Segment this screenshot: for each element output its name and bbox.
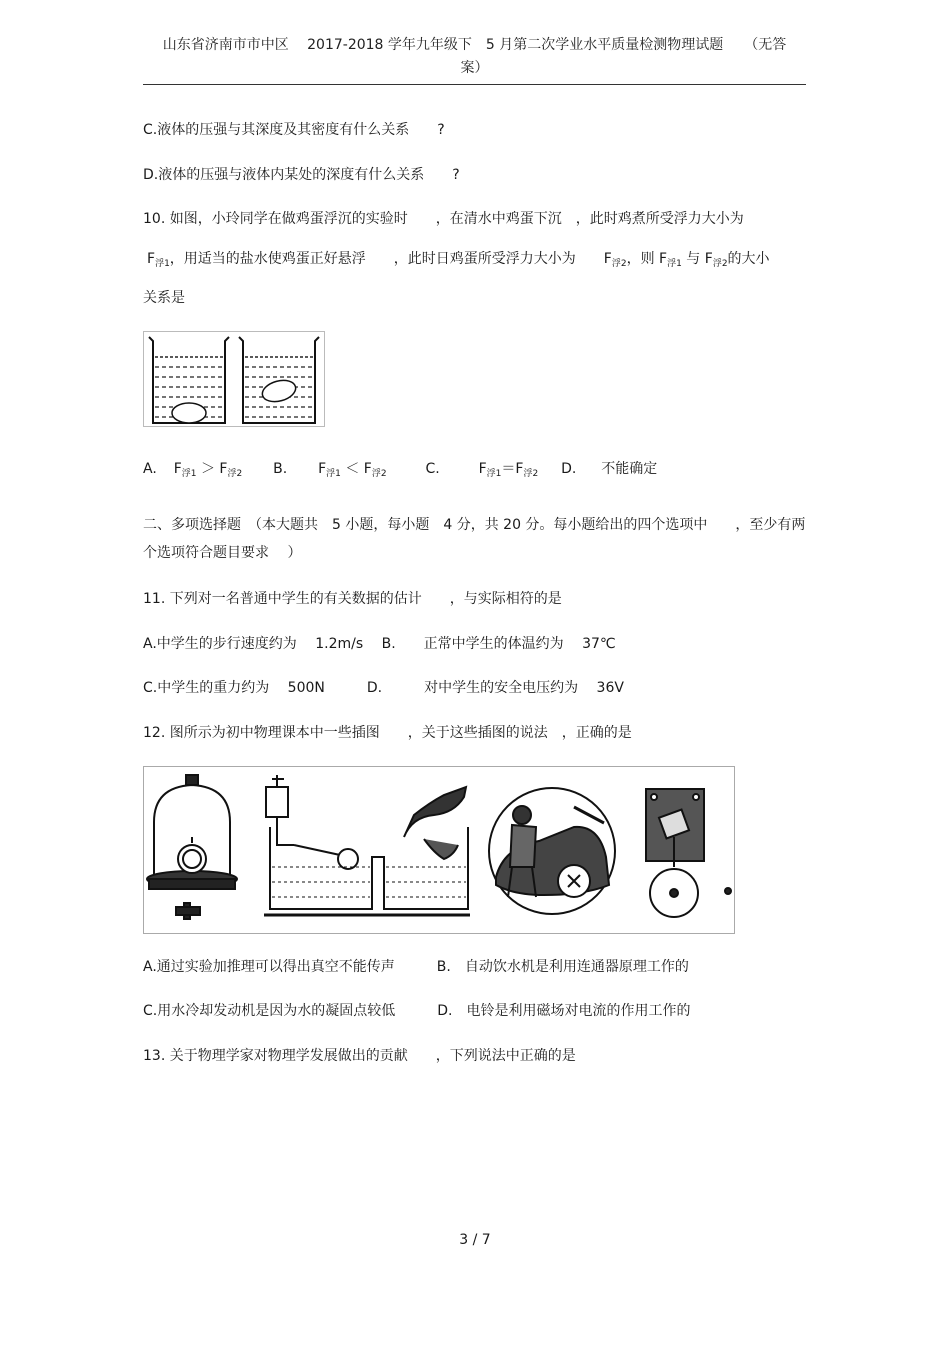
option-c-label: C. (425, 461, 440, 477)
header-title-line1: 山东省济南市市中区 2017-2018 学年九年级下 5 月第二次学业水平质量检测物理试题 （无答 (162, 37, 787, 53)
header-divider (143, 84, 806, 85)
force-subscript-1: 浮1 (667, 259, 682, 269)
force-symbol: F (659, 251, 668, 267)
force-subscript-1: 浮1 (155, 259, 170, 269)
q10-options (143, 459, 657, 481)
force-subscript-1: 浮1 (486, 469, 502, 479)
q12-options-cd: C.用水冷却发动机是因为水的凝固点较低 D. 电铃是利用磁场对电流的作用工作的 (143, 1003, 691, 1019)
force-symbol: F (173, 461, 182, 477)
q12-stem: 12. 图所示为初中物理课本中一些插图 ，关于这些插图的说法 ，正确的是 (143, 725, 632, 741)
force-symbol: F (704, 251, 713, 267)
page-number: 3 / 7 (459, 1232, 491, 1248)
force-subscript-1: 浮1 (326, 469, 341, 479)
q10-stem-text: 与 (686, 251, 701, 267)
car-engine-illustration (489, 788, 615, 914)
option-d-text: 不能确定 (601, 461, 658, 477)
force-subscript-2: 浮2 (611, 259, 627, 269)
drinking-trough-illustration (264, 775, 470, 915)
section-2-heading: 二、多项选择题 （本大题共 5 小题，每小题 4 分，共 20 分。每小题给出的四个选项中 ，至少有两个选项符合题目要求 ） (143, 517, 806, 561)
q11-options-cd: C.中学生的重力约为 500N D. 对中学生的安全电压约为 36V (143, 680, 624, 696)
option-d-label: D. (561, 461, 577, 477)
force-subscript-2: 浮2 (227, 469, 243, 479)
q10-stem-text: ，则 (626, 251, 655, 267)
force-symbol: F (219, 461, 228, 477)
force-symbol: F (363, 461, 372, 477)
electric-bell-illustration (646, 789, 731, 917)
force-subscript-2: 浮2 (712, 259, 728, 269)
force-symbol: F (147, 251, 156, 267)
force-subscript-1: 浮1 (181, 469, 197, 479)
q10-stem-line1: 10. 如图，小玲同学在做鸡蛋浮沉的实验时 ，在清水中鸡蛋下沉 ，此时鸡煮所受浮力大小为 (143, 211, 744, 227)
q11-options-ab: A.中学生的步行速度约为 1.2m/s B. 正常中学生的体温约为 37℃ (143, 636, 616, 652)
less-than-sign: ＜ (345, 461, 360, 477)
option-b-label: B. (273, 461, 288, 477)
beaker-egg-figure (143, 331, 325, 427)
q9-option-d: D.液体的压强与液体内某处的深度有什么关系 ? (143, 167, 460, 183)
force-symbol: F (515, 461, 524, 477)
header-title-line2: 案） (460, 60, 489, 76)
equals-sign: ＝ (501, 461, 516, 477)
greater-than-sign: ＞ (200, 461, 215, 477)
q12-options-ab: A.通过实验加推理可以得出真空不能传声 B. 自动饮水机是利用连通器原理工作的 (143, 959, 689, 975)
beaker-egg-illustration (143, 331, 325, 427)
force-symbol: F (603, 251, 612, 267)
q10-stem-line3: 关系是 (143, 290, 185, 306)
egg-suspended (260, 377, 298, 405)
force-subscript-2: 浮2 (523, 469, 539, 479)
page-header (143, 34, 806, 80)
q10-stem-line2 (147, 249, 770, 271)
q13-stem: 13. 关于物理学家对物理学发展做出的贡献 ，下列说法中正确的是 (143, 1048, 576, 1064)
egg-sinking (172, 403, 206, 423)
q12-illustrations (143, 766, 735, 934)
q12-illustrations-svg (144, 767, 734, 933)
force-symbol: F (478, 461, 487, 477)
q10-stem-text: 的大小 (727, 251, 770, 267)
option-a-label: A. (143, 461, 157, 477)
bell-jar-illustration (147, 775, 237, 919)
q9-option-c: C.液体的压强与其深度及其密度有什么关系 ? (143, 122, 445, 138)
q10-stem-text: ，用适当的盐水使鸡蛋正好悬浮 ，此时日鸡蛋所受浮力大小为 (169, 251, 604, 267)
q11-stem: 11. 下列对一名普通中学生的有关数据的估计 ，与实际相符的是 (143, 591, 562, 607)
force-subscript-2: 浮2 (371, 469, 387, 479)
force-symbol: F (318, 461, 327, 477)
